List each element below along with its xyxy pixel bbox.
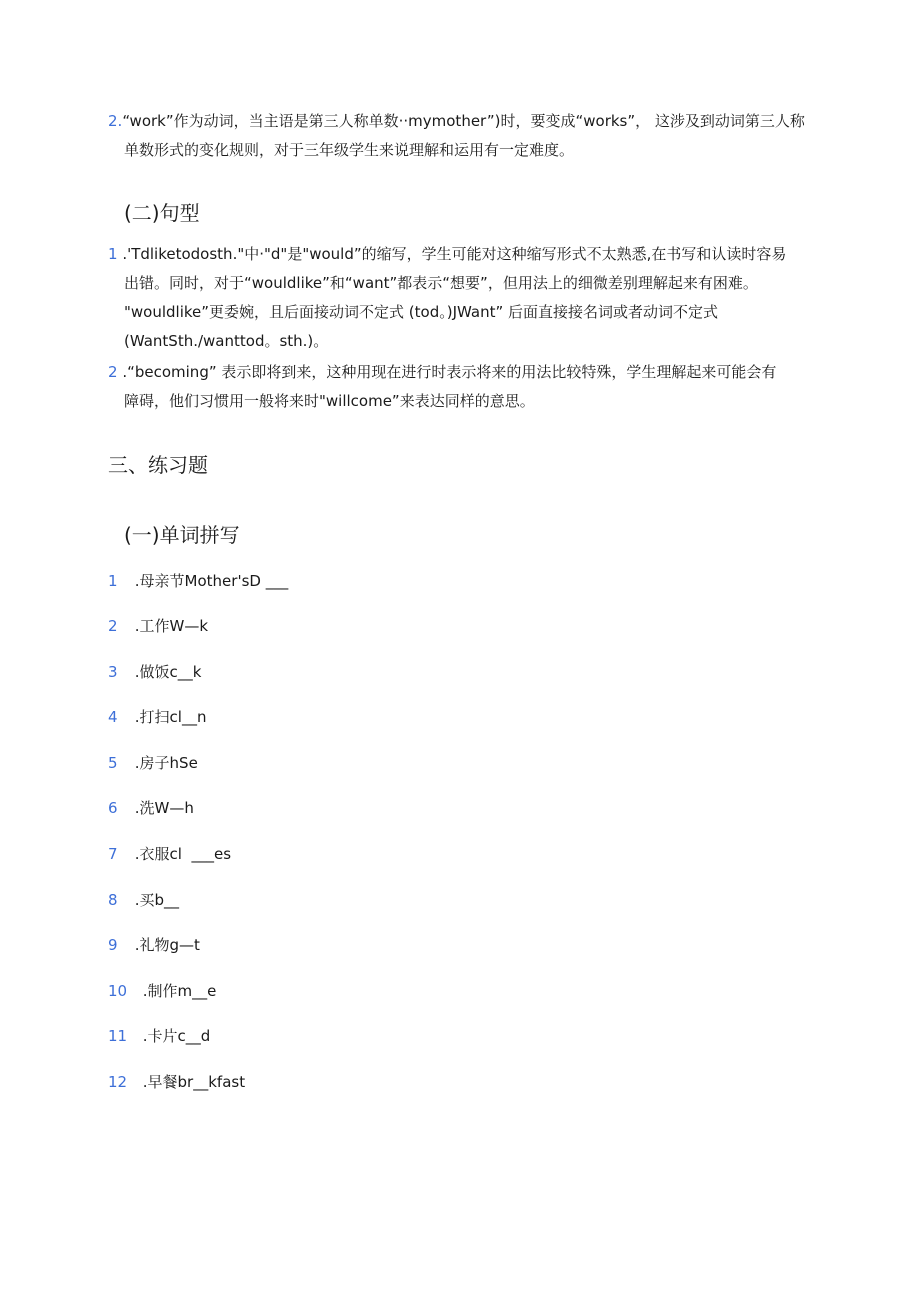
exercise-text: .工作W—k [130,617,209,635]
subsection-heading-word-spelling: (一)单词拼写 [124,523,240,547]
exercise-text: .房子hSe [130,754,198,772]
list-number: 10 [108,982,128,1000]
list-number: 7 [108,845,118,863]
list-number: 6 [108,799,118,817]
exercise-item [108,706,206,728]
list-number: 2 [108,617,118,635]
section-heading-sentence-patterns: (二)句型 [124,201,200,225]
exercise-item [108,934,200,956]
exercise-text: .早餐br__kfast [138,1073,246,1091]
exercise-text: .制作m__e [138,982,217,1000]
list-number: 11 [108,1027,128,1045]
sentence-note-2-line-1: 2 .“becoming” 表示即将到来，这种用现在进行时表示将来的用法比较特殊，学生理解起来可能会有 [108,363,777,381]
exercise-item [108,570,288,592]
exercise-text: .卡片c__d [138,1027,211,1045]
list-number: 8 [108,891,118,909]
exercise-text: .做饭c__k [130,663,202,681]
exercise-item [108,980,216,1002]
exercise-item [108,661,201,683]
exercise-item [108,1071,245,1093]
list-number: 4 [108,708,118,726]
list-number: 9 [108,936,118,954]
list-number: 3 [108,663,118,681]
exercise-text: .衣服cl ___es [130,845,232,863]
exercise-text: .买b__ [130,891,180,909]
exercise-item [108,797,194,819]
sentence-note-2 [108,358,808,416]
list-number: 1 [108,572,118,590]
sentence-note-1-line-1: 1 .'Tdliketodosth."中·"d"是"would”的缩写，学生可能对这种缩写形式不太熟悉,在书写和认读时容易 [108,245,787,263]
sentence-note-2-line-2: 障碍，他们习惯用一般将来时"willcome”来表达同样的意思。 [124,392,535,410]
section-heading-exercises: 三、练习题 [108,453,208,477]
list-number: 2 [108,363,118,381]
sentence-note-1-line-4: (WantSth./wanttod。sth.)。 [124,332,329,350]
exercise-item [108,889,179,911]
exercise-text: .礼物g—t [130,936,200,954]
list-number: 5 [108,754,118,772]
list-number: 1 [108,245,118,263]
exercise-item [108,752,198,774]
list-number: 2. [108,112,123,130]
exercise-item [108,1025,210,1047]
exercise-item [108,615,208,637]
sentence-note-1-line-3: "wouldlike”更委婉，且后面接动词不定式 (tod。)JWant” 后面直接接名词或者动词不定式 [124,303,718,321]
sentence-note-1-line-2: 出错。同时，对于“wouldlike”和“want”都表示“想要”，但用法上的细微差别理解起来有困难。 [124,274,758,292]
exercise-text: .洗W—h [130,799,194,817]
exercise-item [108,843,231,865]
sentence-note-1 [108,240,808,356]
exercise-text: .打扫cl__n [130,708,207,726]
vocab-note-2-line-1: 2.“work”作为动词，当主语是第三人称单数··mymother”)时，要变成“works”， 这涉及到动词第三人称 [108,112,805,130]
exercise-text: .母亲节Mother'sD ___ [130,572,289,590]
vocab-note-2 [108,107,808,165]
vocab-note-2-line-2: 单数形式的变化规则，对于三年级学生来说理解和运用有一定难度。 [124,141,575,159]
list-number: 12 [108,1073,128,1091]
